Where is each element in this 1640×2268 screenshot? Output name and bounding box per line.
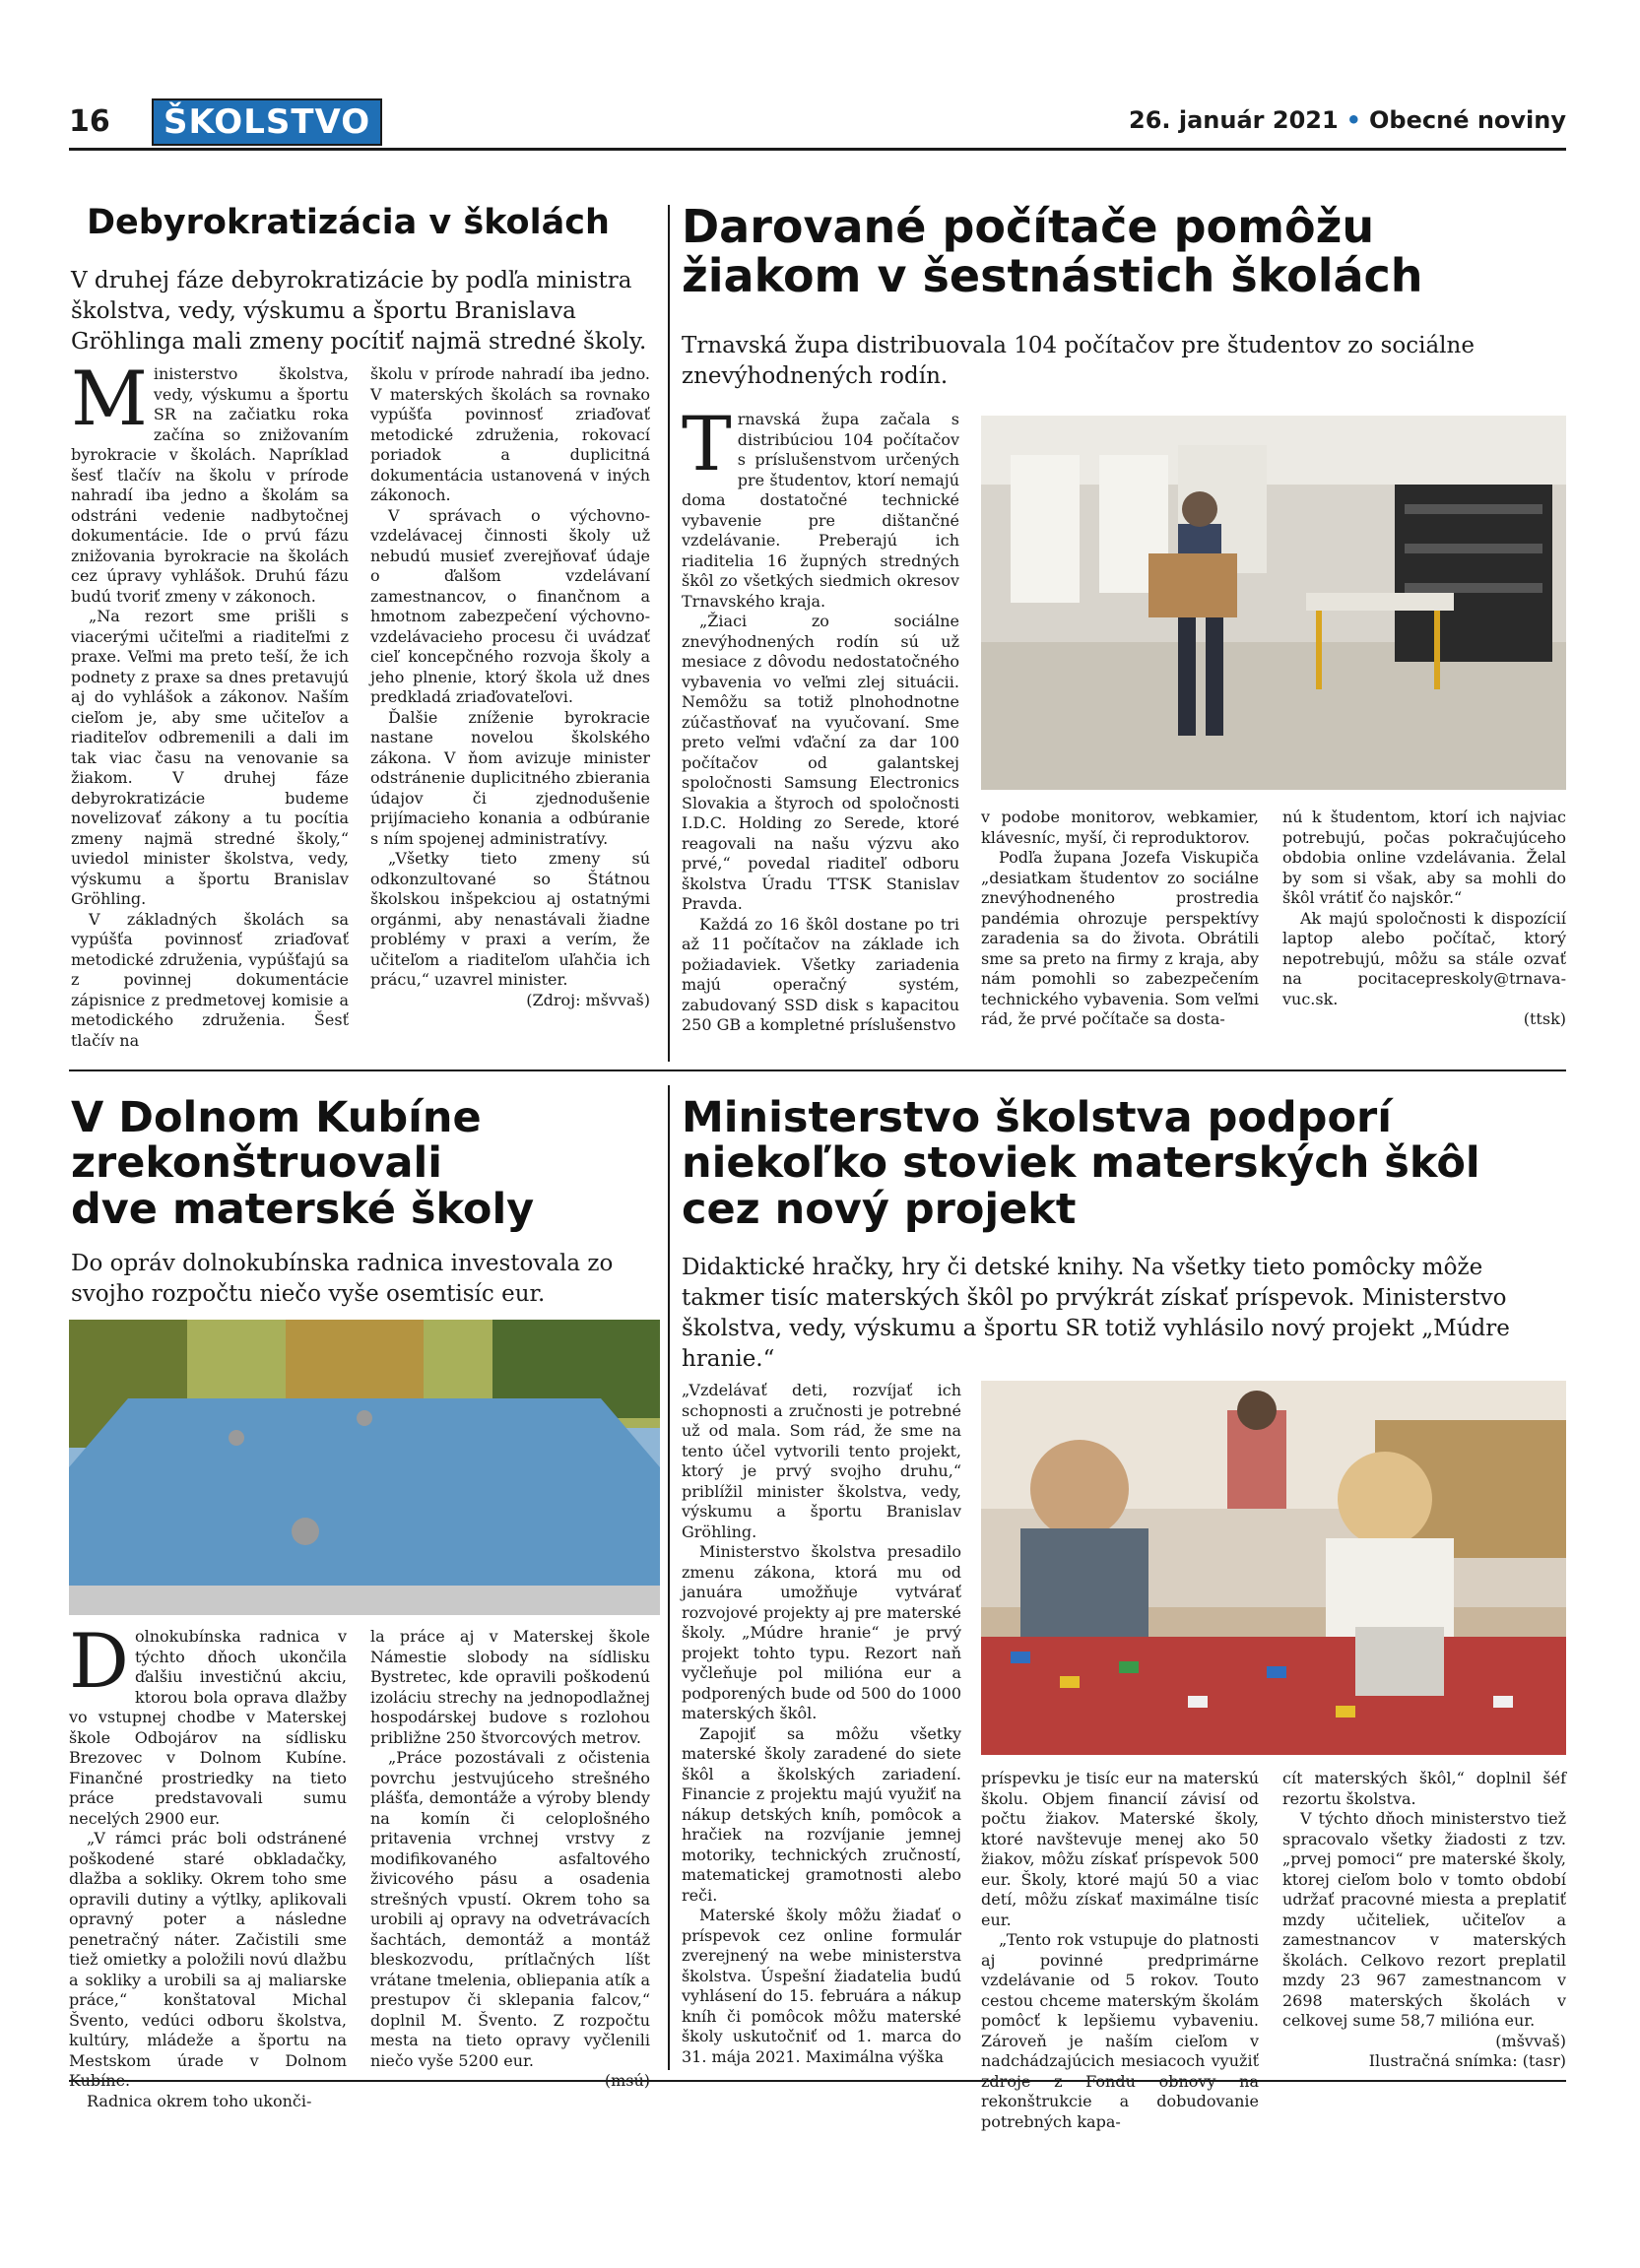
paragraph: „Tento rok vstupuje do platnosti aj povinné predprimárne vzdelávanie od 5 rokov. Touto cestou chceme materským školám pomôcť k lepšiemu vybaveniu. Zároveň je naším cieľom v nadchádzajúcich mesiacoch využiť zdroje z Fondu obnovy na rekonštrukcie a dobudovanie potrebných kapa- (981, 1930, 1259, 2131)
article1-column1 (71, 355, 349, 1051)
article1-headline: Debyrokratizácia v školách (87, 203, 610, 242)
article4-lead: Didaktické hračky, hry či detské knihy. Na všetky tieto pomôcky môže takmer tisíc materských škôl po prvýkrát získať príspevok. Ministerstvo školstva, vedy, výskumu a športu SR totiž vyhlásilo nový projekt „Múdre hranie.“ (682, 1255, 1510, 1373)
paragraph: olnokubínska radnica v týchto dňoch ukončila ďalšiu investičnú akciu, ktorou bola oprava dlažby vo vstupnej chodbe v Materskej škole Odbojárov na sídlisku Brezovec v Dolnom Kubíne. Finančné prostriedky na tieto práce predstavovali sumu necelých 2900 eur. (69, 1627, 347, 1828)
headline-line: dve materské školy (71, 1184, 535, 1234)
article1-lead: V druhej fáze debyrokratizácie by podľa ministra školstva, vedy, výskumu a športu Branislava Gröhlinga mali zmeny pocítiť najmä stredné školy. (71, 268, 647, 356)
paragraph: V základných školách sa vypúšťa povinnosť zriaďovať metodické združenia, vypúšťajú sa z povinnej dokumentácie zápisnice z predmetovej komisie a metodického združenia. Šesť tlačív na (71, 909, 349, 1050)
headline-line: Darované počítače pomôžu (682, 200, 1375, 253)
paragraph: V správach o výchovno-vzdelávacej činnosti školy už nebudú musieť zverejňovať údaje o ďalšom vzdelávaní zamestnancov, o finančnom a hmotnom zabezpečení výchovno-vzdelávacieho procesu či uvádzať cieľ koncepčného rozvoja školy a jeho plnenie, ktorý škola už dnes predkladá zriaďovateľovi. (370, 505, 650, 706)
column-divider-bottom (668, 1085, 670, 2070)
paragraph: Každá zo 16 škôl dostane po tri až 11 počítačov na základe ich požiadaviek. Všetky zariadenia majú operačný systém, zabudovaný SSD disk s kapacitou 250 GB a kompletné príslušenstvo (682, 914, 959, 1034)
photo-credit: Ilustračná snímka: (tasr) (1368, 2051, 1566, 2070)
article4-column3 (1282, 1769, 1566, 2072)
paragraph: Ak majú spoločnosti k dispozícií laptop alebo počítač, ktorý nepotrebujú, môžu sa stále ozvať na pocitacepreskoly@trnava-vuc.sk. (1282, 908, 1566, 1008)
paragraph: Podľa župana Jozefa Viskupiča „desiatkam študentov zo sociálne znevýhodneného prostredia pandémia ohrozuje perspektívy zaradenia sa do života. Obrátili sme sa preto na firmy z kraja, aby nám pomohli so zabezpečením technického vybavenia. Som veľmi rád, že prvé počítače sa dosta- (981, 848, 1259, 1028)
paragraph: Materské školy môžu žiadať o príspevok cez online formulár zverejnený na webe ministerstva školstva. Úspešní žiadatelia budú vyhlásení do 15. februára a nákup kníh či pomôcok môžu materské školy uskutočniť od 1. marca do 31. mája 2021. Maximálna výška (682, 1906, 961, 2066)
article1-dropcap: M (71, 355, 148, 442)
article1-column2 (370, 364, 650, 1010)
paragraph: príspevku je tisíc eur na materskú školu. Objem financií závisí od počtu žiakov. Materské školy, ktoré navštevuje menej ako 50 žiakov, môžu získať príspevok 500 eur. Školy, ktoré majú 50 a viac detí, môžu získať maximálne tisíc eur. (981, 1769, 1259, 1929)
article4-headline (682, 1095, 1568, 1232)
article3-lead: Do opráv dolnokubínska radnica investovala zo svojho rozpočtu niečo vyše osemtisíc eur. (71, 1251, 614, 1308)
page-header (69, 98, 1566, 146)
paragraph: cít materských škôl,“ doplnil šéf rezortu školstva. (1282, 1769, 1566, 1808)
flat-roof-repair-photo (69, 1320, 660, 1615)
headline-line: V Dolnom Kubíne (71, 1093, 482, 1142)
paragraph: „Žiaci zo sociálne znevýhodnených rodín sú už mesiace z dôvodu nedostatočného vybavenia vo veľmi zlej situácii. Nemôžu sa totiž plnohodnotne zúčastňovať na vyučovaní. Sme preto veľmi vďační za dar 100 počítačov od galantskej spoločnosti Samsung Electronics Slovakia a štyroch od spoločnosti I.D.C. Holding zo Serede, ktoré reagovali na našu výzvu ako prvé,“ povedal riaditeľ odboru školstva Úradu TTSK Stanislav Pravda. (682, 612, 959, 913)
article2-dropcap: T (682, 400, 732, 487)
paragraph: nú k študentom, ktorí ich najviac potrebujú, počas pokračujúceho obdobia online vzdelávania. Želal by som si však, aby sa mohli do škôl vrátiť čo najskôr.“ (1282, 808, 1566, 907)
paragraph: „Práce pozostávali z očistenia povrchu jestvujúceho strešného plášťa, demontáže a výroby blendy na komín či celoplošného pritavenia vrchnej vrstvy z modifikovaného asfaltového živicového pásu a osadenia strešných vpustí. Okrem toho sa urobili aj opravy na odvetrávacích šachtách, demontáž a montáž bleskozvodu, prítlačných líšt vrátane tmelenia, obliepania atík a prestupov či sklepania falcov,“ doplnil M. Švento. Z rozpočtu mesta na tieto opravy vyčlenili niečo vyše 5200 eur. (370, 1748, 650, 2070)
article4-column1 (682, 1381, 961, 2067)
children-playing-lego-photo (981, 1381, 1566, 1755)
headline-line: zrekonštruovali (71, 1138, 443, 1189)
paragraph: rnavská župa začala s distribúciou 104 počítačov s príslušenstvom určených pre študentov, ktorí nemajú doma dostatočné technické vybavenie pre dištančné vzdelávanie. Preberajú ich riaditelia 16 župných stredných škôl zo všetkých siedmich okresov Trnavského kraja. (682, 410, 959, 611)
article2-column1 (682, 400, 959, 1036)
article3-column1 (69, 1617, 347, 2111)
article2-lead: Trnavská župa distribuovala 104 počítačov pre študentov zo sociálne znevýhodnených rodín. (682, 333, 1475, 390)
paragraph: v podobe monitorov, webkamier, klávesníc, myší, či reproduktorov. (981, 808, 1259, 847)
middle-rule (69, 1069, 1566, 1071)
paragraph: „Vzdelávať deti, rozvíjať ich schopnosti a zručnosti je potrebné už od mala. Som rád, že sme na tento účel vytvorili tento projekt, ktorý je prvý svojho druhu,“ priblížil minister školstva, vedy, výskumu a športu Branislav Gröhling. (682, 1381, 961, 1541)
paragraph: la práce aj v Materskej škole Námestie slobody na sídlisku Bystretec, kde opravili poškodenú izoláciu strechy na jednopodlažnej hospodárskej budove s rozlohou približne 250 štvorcových metrov. (370, 1627, 650, 1747)
paragraph: V týchto dňoch ministerstvo tiež spracovalo všetky žiadosti z tzv. „prvej pomoci“ pre materské školy, ktorej cieľom bolo v tomto období udržať pracovné miesta a preplatiť mzdy učiteliek, učiteľov a zamestnancov v materských školách. Celkovo rezort preplatil mzdy 23 967 zamestnancom v 2698 materských školách v celkovej sume 58,7 milióna eur. (1282, 1809, 1566, 2030)
paragraph: Zapojiť sa môžu všetky materské školy zaradené do siete škôl a školských zariadení. Financie z projektu majú využiť na nákup detských kníh, pomôcok a hračiek na rozvíjanie jemnej motoriky, technických zručností, matematickej gramotnosti alebo reči. (682, 1723, 961, 1905)
paragraph: „Všetky tieto zmeny sú odkonzultované so Štátnou školskou inšpekciou aj ostatnými orgánmi, aby nenastávali žiadne problémy v praxi a verím, že učiteľom a riaditeľom uľahčia ich prácu,“ uzavrel minister. (370, 849, 650, 989)
headline-line: niekoľko stoviek materských škôl (682, 1138, 1480, 1189)
article3-credit: (msú) (604, 2071, 650, 2090)
paragraph: Ďalšie zníženie byrokracie nastane novelou školského zákona. V ňom avizuje minister odstránenie duplicitného zbierania údajov či zjednodušenie prijímacieho konania a odbúranie s ním spojenej administratívy. (370, 707, 650, 848)
page-number: 16 (69, 104, 110, 139)
man-carrying-box-classroom-photo (981, 416, 1566, 790)
paragraph: inisterstvo školstva, vedy, výskumu a športu SR na začiatku roka začína so znižovaním byrokracie v školách. Napríklad šesť tlačív na školu v prírode nahradí iba jedno a školám sa odstráni vedenie nadbytočnej dokumentácie. Ide o prvú fázu znižovania byrokracie na školách cez úpravy vyhlášok. Druhú fázu budú tvoriť zmeny v zákonoch. (71, 364, 349, 606)
article2-headline (682, 200, 1568, 302)
headline-line: žiakom v šestnástich školách (682, 248, 1423, 302)
headline-line: cez nový projekt (682, 1184, 1077, 1234)
article4-credit: (mšvvaš) (1495, 2031, 1566, 2050)
column-divider-top (668, 205, 670, 1062)
paragraph: Ministerstvo školstva presadilo zmenu zákona, ktorá mu od januára umožňuje vytvárať rozvojové projekty aj pre materské školy. „Múdre hranie“ je prvý projekt tohto typu. Rezort naň vyčleňuje pol milióna eur a podporených bude od 500 do 1000 materských škôl. (682, 1542, 961, 1722)
paragraph: Radnica okrem toho ukonči- (87, 2091, 312, 2110)
article3-column2 (370, 1627, 650, 2092)
article1-credit: (Zdroj: mšvvaš) (526, 990, 650, 1009)
article3-headline (71, 1095, 662, 1232)
article4-column2 (981, 1769, 1259, 2132)
article2-credit: (ttsk) (1523, 1009, 1566, 1028)
dateline (1129, 106, 1566, 134)
paragraph: „Na rezort sme prišli s viacerými učiteľmi a riaditeľmi z praxe. Veľmi ma preto teší, že ich podnety z praxe sa dnes pretavujú aj do vyhlášok a zákonov. Naším cieľom je, aby sme učiteľov a riaditeľov odbremenili a dali im tak viac času na venovanie sa žiakom. V druhej fáze debyrokratizácie budeme novelizovať zákony a tu pocítia zmeny najmä stredné školy,“ uviedol minister školstva, vedy, výskumu a športu Branislav Gröhling. (71, 607, 349, 908)
header-rule (69, 148, 1566, 151)
article2-column2 (981, 808, 1259, 1030)
paragraph: „V rámci prác boli odstránené poškodené staré obkladačky, dlažba a sokliky. Okrem toho sme opravili dutiny a výtlky, aplikovali opravný poter a následne penetračný náter. Začistili sme tiež omietky a položili novú dlažbu a sokliky a urobili sa aj maliarske práce,“ konštatoval Michal Švento, vedúci odboru školstva, kultúry, mládeže a športu na Mestskom úrade v Dolnom Kubíne. (69, 1829, 347, 2090)
article3-dropcap: D (69, 1617, 129, 1705)
separator: • (1345, 106, 1362, 134)
section-label: ŠKOLSTVO (152, 98, 382, 146)
headline-line: Ministerstvo školstva podporí (682, 1093, 1392, 1142)
issue-date: 26. január 2021 (1129, 106, 1339, 134)
paragraph: školu v prírode nahradí iba jedno. V materských školách sa rovnako vypúšťa povinnosť zriaďovať metodické združenia, rokovací poriadok a duplicitná dokumentácia ustanovená v iných zákonoch. (370, 364, 650, 504)
article2-column3 (1282, 808, 1566, 1030)
publication-name: Obecné noviny (1369, 106, 1566, 134)
